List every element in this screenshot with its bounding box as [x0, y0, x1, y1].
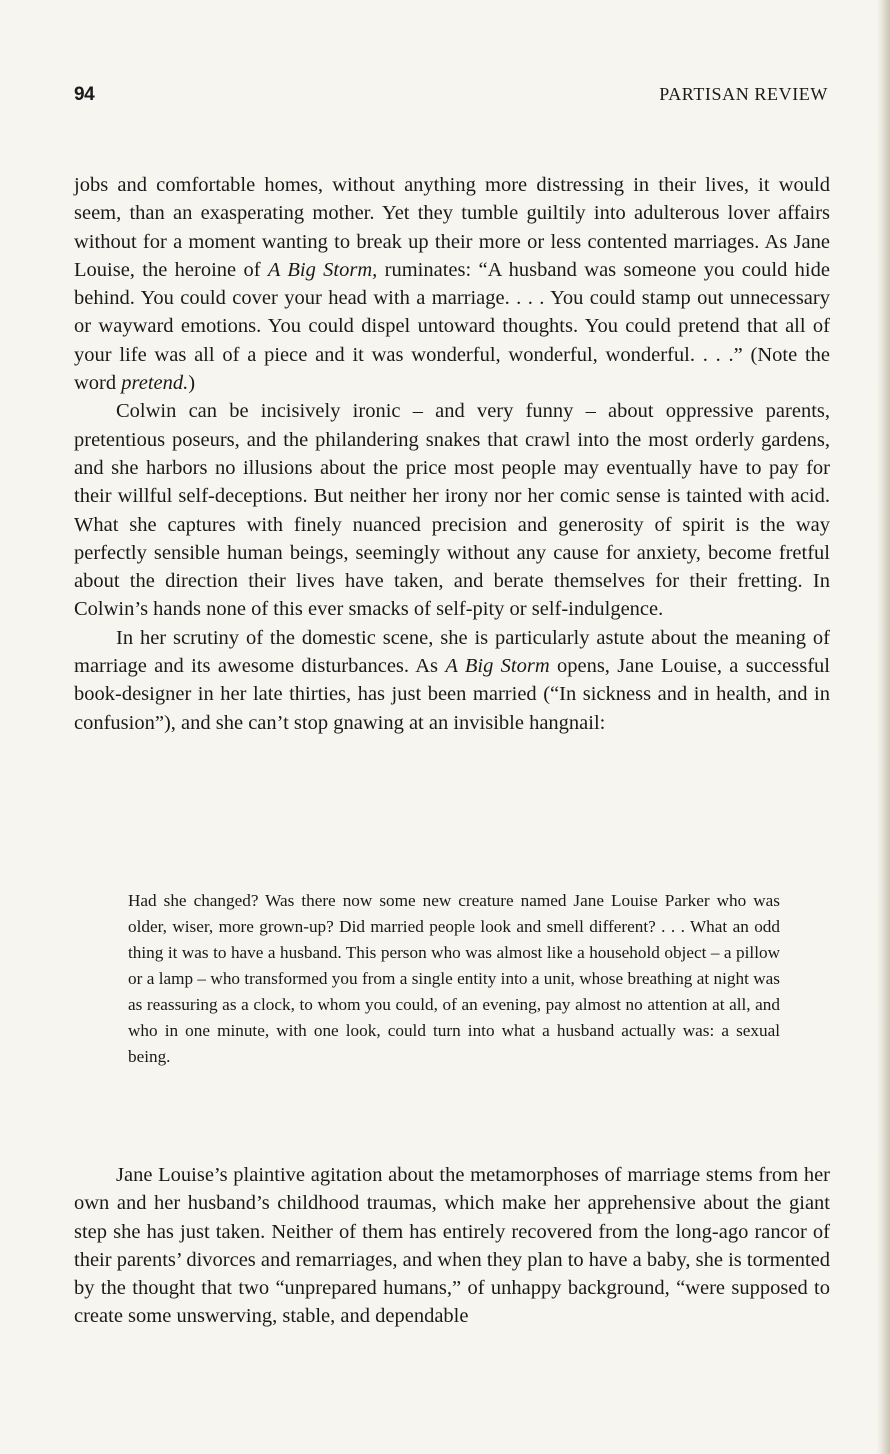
page-header	[74, 84, 828, 108]
page-edge-shadow	[876, 0, 890, 1454]
article-body-top	[74, 171, 830, 737]
article-body-bottom	[74, 1161, 830, 1331]
paragraph-2: Colwin can be incisively ironic – and very funny – about oppressive parents, pretentious poseurs, and the philandering snakes that crawl into the most orderly gardens, and she harbors no illusions about the price most people may eventually have to pay for their willful self-deceptions. But neither her irony nor her comic sense is tainted with acid. What she captures with finely nuanced precision and generosity of spirit is the way perfectly sensible human beings, seemingly without any cause for anxiety, become fretful about the direction their lives have taken, and berate themselves for their fretting. In Colwin’s hands none of this ever smacks of self-pity or self-indulgence.	[74, 400, 830, 621]
paragraph-3: In her scrutiny of the domestic scene, she is particularly astute about the meaning of marriage and its awesome disturbances. As A Big Storm opens, Jane Louise, a successful book-designer in her late thirties, has just been married (“In sickness and in health, and in confusion”), and she can’t stop gnawing at an invisible hangnail:	[74, 626, 830, 734]
book-title: A Big Storm,	[267, 258, 378, 281]
paragraph-4: Jane Louise’s plaintive agitation about the metamorphoses of marriage stems from her own and her husband’s childhood traumas, which make her apprehensive about the giant step she has just taken. Neither of them has entirely recovered from the long-ago rancor of their parents’ divorces and remarriages, and when they plan to have a baby, she is tormented by the thought that two “unprepared humans,” of unhappy background, “were supposed to create some unswerving, stable, and dependable	[74, 1164, 830, 1328]
paragraph-1: jobs and comfortable homes, without anything more distressing in their lives, it would seem, than an exasperating mother. Yet they tumble guiltily into adulterous lover affairs without for a moment wanting to break up their more or less contented marriages. As Jane Louise, the heroine of A Big Storm, ruminates: “A husband was someone you could hide behind. You could cover your head with a marriage. . . . You could stamp out unnecessary or wayward emotions. You could dispel untoward thoughts. You could pretend that all of your life was all of a piece and it was wonderful, wonderful, wonderful. . . .” (Note the word pretend.)	[74, 174, 830, 395]
book-title: A Big Storm	[445, 655, 550, 678]
running-head: PARTISAN REVIEW	[659, 84, 828, 104]
emphasized-word: pretend.	[121, 372, 189, 395]
block-quote: Had she changed? Was there now some new creature named Jane Louise Parker who was older, wiser, more grown-up? Did married people look and smell different? . . . What an odd thing it was to have a husband. This person who was almost like a household object – a pillow or a lamp – who transformed you from a single entity into a unit, whose breathing at night was as reassuring as a clock, to whom you could, of an evening, pay almost no attention at all, and who in one minute, with one look, could turn into what a husband actually was: a sexual being.	[128, 891, 780, 1066]
page-number: 94	[74, 84, 95, 105]
